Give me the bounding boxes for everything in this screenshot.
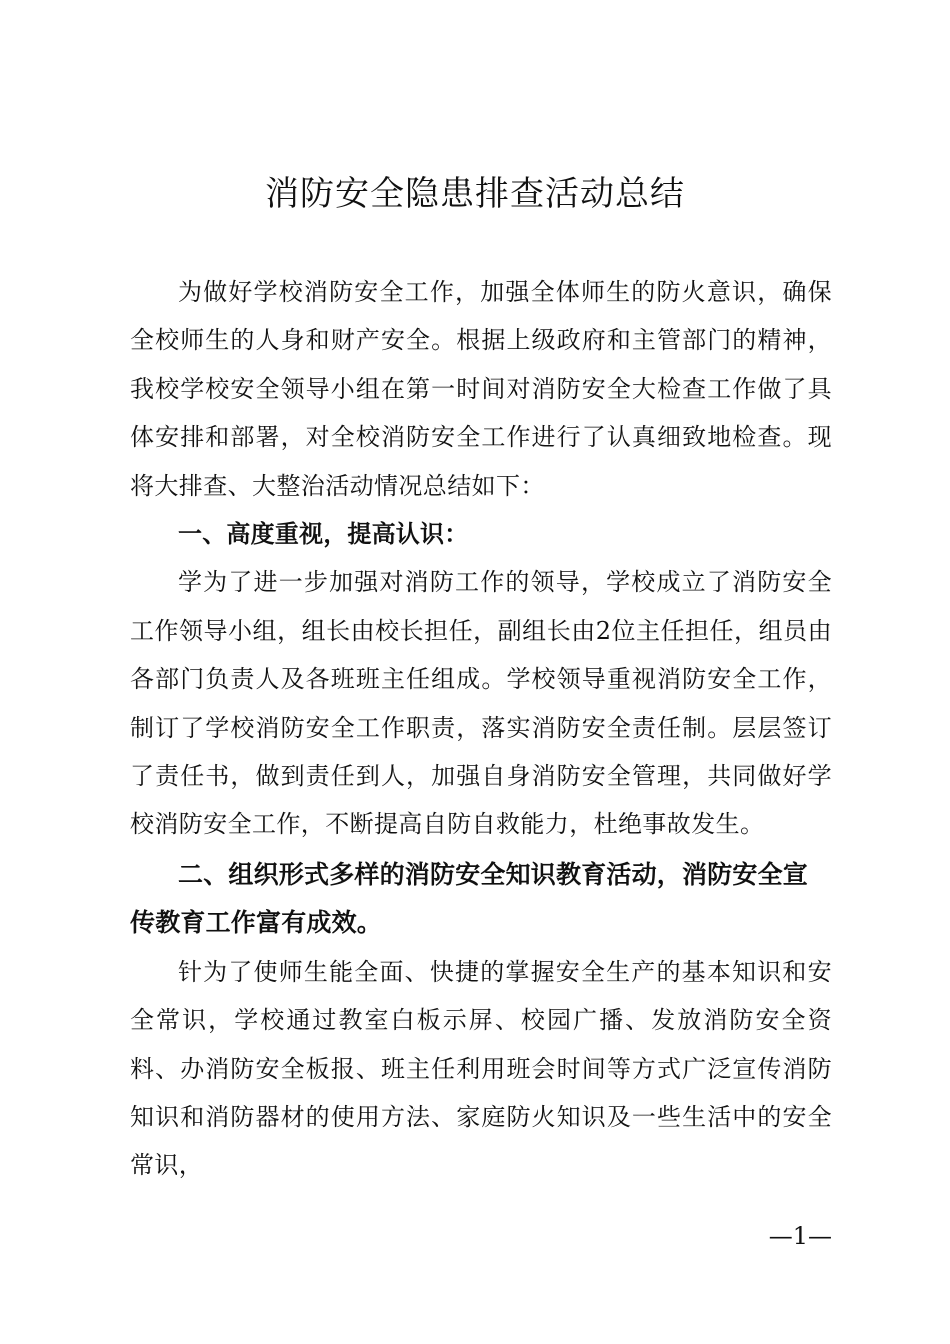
intro-paragraph: 为做好学校消防安全工作，加强全体师生的防火意识，确保全校师生的人身和财产安全。根据上级政府和主管部门的精神，我校学校安全领导小组在第一时间对消防安全大检查工作做了具体安排和部署，对全校消防安全工作进行了认真细致地检查。现将大排查、大整治活动情况总结如下： xyxy=(130,278,832,500)
section-heading-2: 二、组织形式多样的消防安全知识教育活动，消防安全宣传教育工作富有成效。 xyxy=(130,859,809,938)
page-number: —1— xyxy=(768,1222,832,1250)
section-heading-1: 一、高度重视，提高认识： xyxy=(178,520,469,549)
document-title: 消防安全隐患排查活动总结 xyxy=(265,174,685,214)
section-2-paragraph: 针为了使师生能全面、快捷的掌握安全生产的基本知识和安全常识，学校通过教室白板示屏、校园广播、发放消防安全资料、办消防安全板报、班主任利用班会时间等方式广泛宣传消防知识和消防器材的使用方法、家庭防火知识及一些生活中的安全常识， xyxy=(130,957,832,1180)
document-body xyxy=(130,268,832,1190)
section-1-paragraph: 学为了进一步加强对消防工作的领导，学校成立了消防安全工作领导小组，组长由校长担任，副组长由2位主任担任，组员由各部门负责人及各班班主任组成。学校领导重视消防安全工作，制订了学校消防安全工作职责，落实消防安全责任制。层层签订了责任书，做到责任到人，加强自身消防安全管理，共同做好学校消防安全工作，不断提高自防自救能力，杜绝事故发生。 xyxy=(130,568,832,839)
